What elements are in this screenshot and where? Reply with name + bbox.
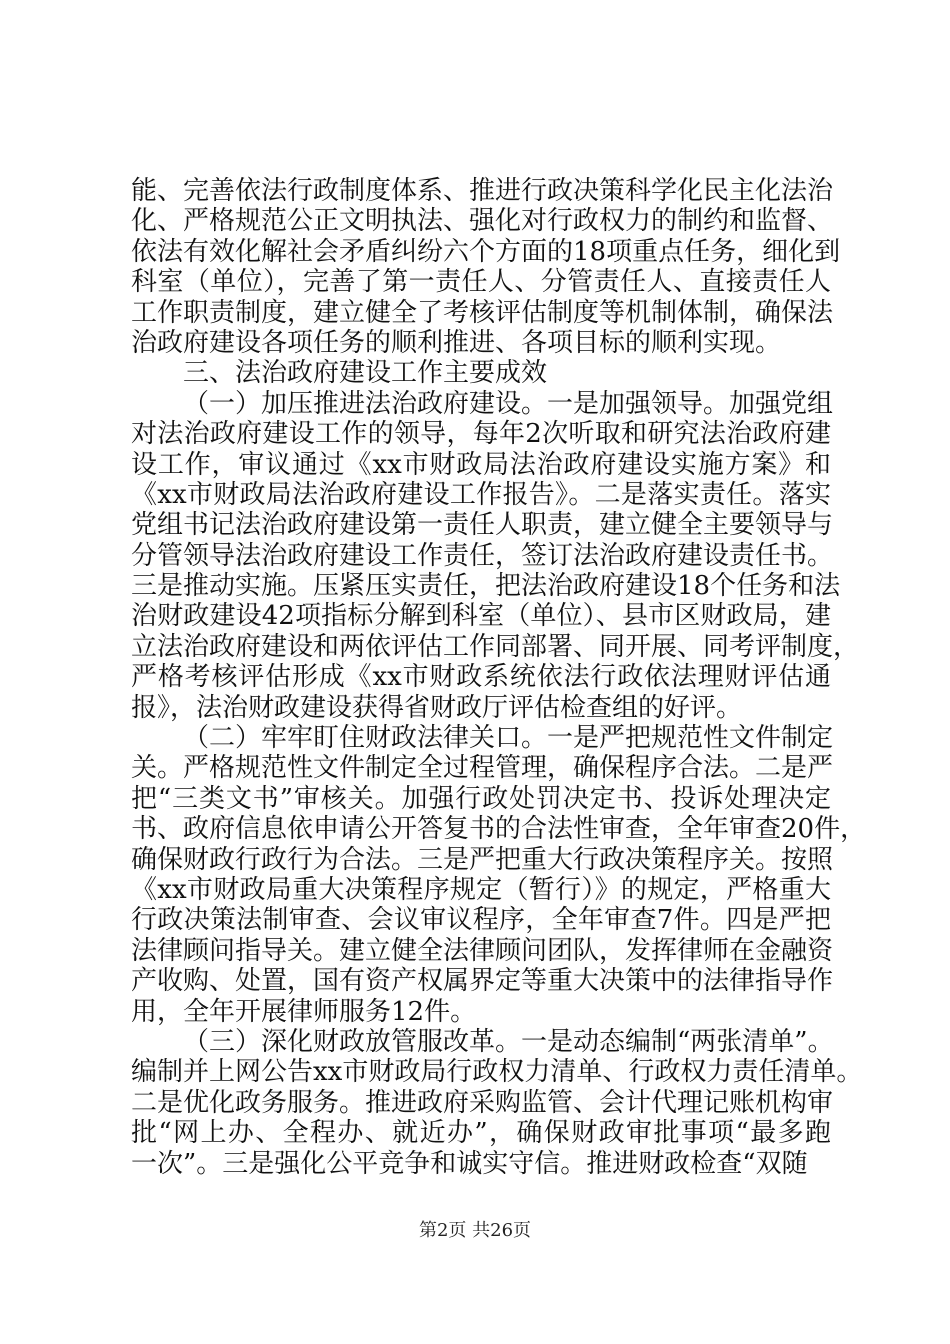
text-line: 报》，法治财政建设获得省财政厅评估检查组的好评。 [131,692,743,723]
text-line: 三是推动实施。压紧压实责任，把法治政府建设18个任务和法 [131,571,841,602]
text-line: 工作职责制度，建立健全了考核评估制度等机制体制，确保法 [131,297,834,328]
text-line: 用，全年开展律师服务12件。 [131,996,477,1027]
text-line: 设工作，审议通过《xx市财政局法治政府建设实施方案》和 [131,449,831,480]
text-line: （三）深化财政放管服改革。一是动态编制“两张清单”。 [183,1026,834,1057]
text-line: 严格考核评估形成《xx市财政系统依法行政依法理财评估通 [131,662,831,693]
paragraph [131,388,860,723]
text-line: 关。严格规范性文件制定全过程管理，确保程序合法。二是严 [131,753,834,784]
text-line: 《xx市财政局法治政府建设工作报告》。二是落实责任。落实 [131,479,831,510]
text-line: 一次”。三是强化公平竞争和诚实守信。推进财政检查“双随 [131,1148,808,1179]
text-line: 编制并上网公告xx市财政局行政权力清单、行政权力责任清单。 [131,1057,863,1088]
text-line: 二是优化政务服务。推进政府采购监管、会计代理记账机构审 [131,1087,834,1118]
section-heading [131,358,831,388]
paragraph [131,723,867,1027]
paragraph [131,176,841,358]
text-line: （二）牢牢盯住财政法律关口。一是严把规范性文件制定 [183,723,834,754]
text-line: 对法治政府建设工作的领导，每年2次听取和研究法治政府建 [131,419,831,450]
text-line: 治政府建设各项任务的顺利推进、各项目标的顺利实现。 [131,327,782,358]
text-line: 立法治政府建设和两依评估工作同部署、同开展、同考评制度， [131,631,860,662]
text-line: 把“三类文书”审核关。加强行政处罚决定书、投诉处理决定 [131,783,831,814]
paragraph [131,1026,863,1179]
text-line: 分管领导法治政府建设工作责任，签订法治政府建设责任书。 [131,540,834,571]
text-line: 确保财政行政行为合法。三是严把重大行政决策程序关。按照 [131,844,834,875]
text-line: 化、严格规范公正文明执法、强化对行政权力的制约和监督、 [131,206,834,237]
text-line: 三、法治政府建设工作主要成效 [183,358,548,389]
text-line: 书、政府信息依申请公开答复书的合法性审查，全年审查20件， [131,814,867,845]
text-line: 党组书记法治政府建设第一责任人职责，建立健全主要领导与 [131,510,834,541]
text-line: 《xx市财政局重大决策程序规定（暂行）》的规定，严格重大 [131,874,831,905]
text-line: 行政决策法制审查、会议审议程序，全年审查7件。四是严把 [131,905,831,936]
text-line: 治财政建设42项指标分解到科室（单位）、县市区财政局，建 [131,601,831,632]
text-line: 产收购、处置，国有资产权属界定等重大决策中的法律指导作 [131,966,834,997]
page-footer: 第2页 共26页 [418,1220,532,1241]
text-line: （一）加压推进法治政府建设。一是加强领导。加强党组 [183,388,834,419]
text-line: 法律顾问指导关。建立健全法律顾问团队，发挥律师在金融资 [131,935,834,966]
text-line: 依法有效化解社会矛盾纠纷六个方面的18项重点任务，细化到 [131,236,841,267]
text-line: 能、完善依法行政制度体系、推进行政决策科学化民主化法治 [131,176,834,206]
text-line: 科室（单位），完善了第一责任人、分管责任人、直接责任人 [131,267,831,298]
text-line: 批“网上办、全程办、就近办”，确保财政审批事项“最多跑 [131,1118,831,1149]
document-body [131,176,867,1179]
